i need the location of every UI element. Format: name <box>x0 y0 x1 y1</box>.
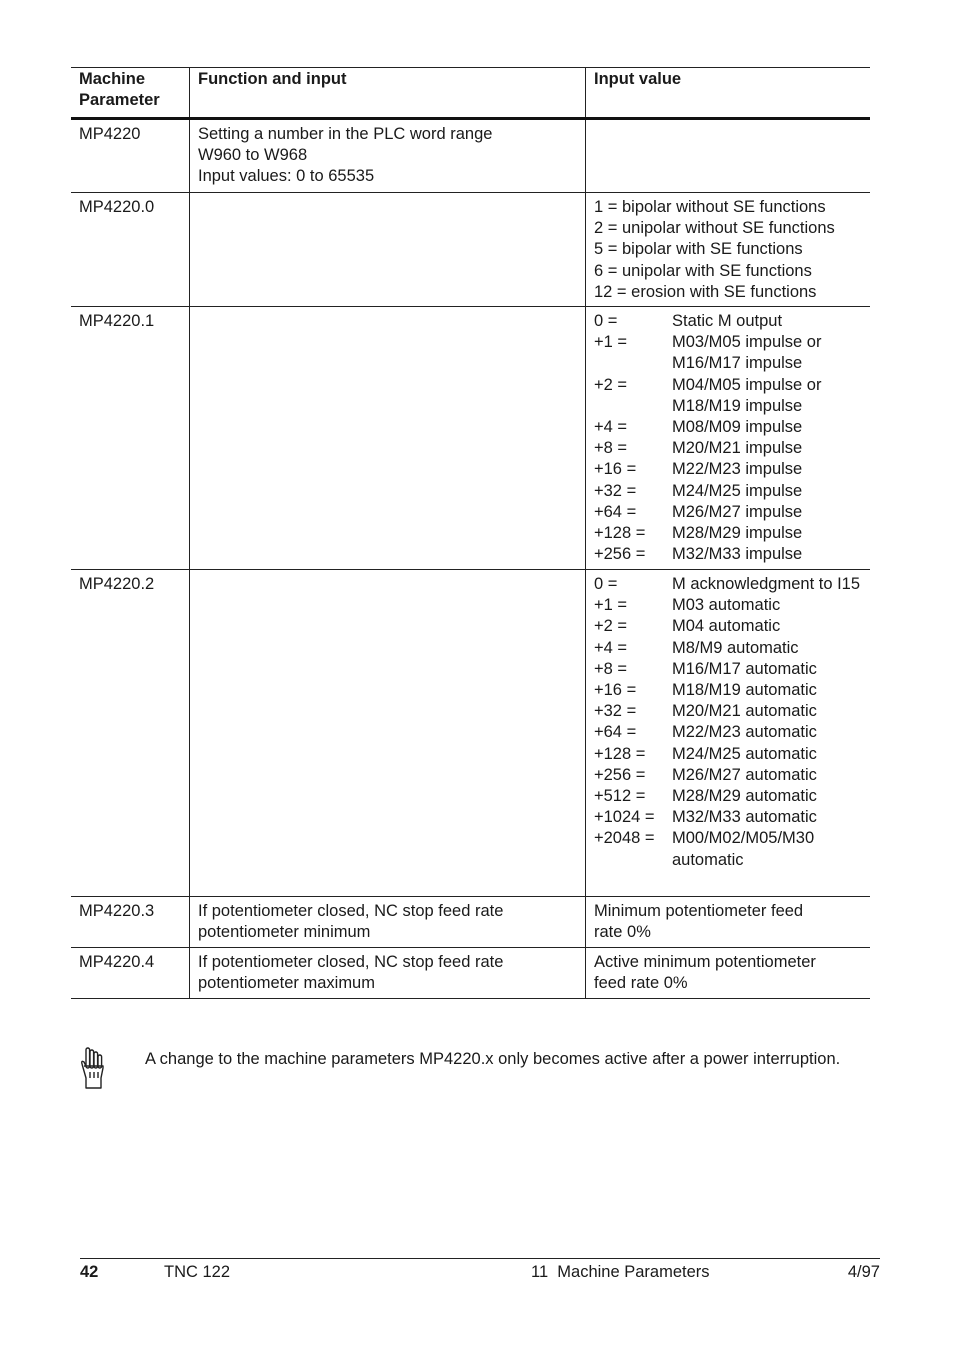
value-line: feed rate 0% <box>594 974 688 993</box>
value-code: +1 = <box>594 333 628 352</box>
value-pair <box>594 765 863 786</box>
function-line: potentiometer maximum <box>198 974 375 993</box>
value-desc: M26/M27 impulse <box>672 502 803 521</box>
value-desc: M00/M02/M05/M30 automatic <box>672 829 815 869</box>
value-desc: M18/M19 automatic <box>672 681 817 700</box>
value-pair <box>594 638 863 659</box>
value-pair <box>594 744 863 765</box>
value-pair <box>594 659 863 680</box>
header-machine-parameter <box>71 68 190 117</box>
value-desc: M04/M05 impulse or M18/M19 impulse <box>672 375 822 415</box>
hand-icon <box>79 1046 109 1090</box>
table-header-row <box>71 68 870 120</box>
value-line: 1 = bipolar without SE functions <box>594 198 826 216</box>
value-pair <box>594 616 863 637</box>
header-line: Parameter <box>79 91 160 110</box>
value-pair <box>594 680 863 701</box>
value-line: 2 = unipolar without SE functions <box>594 219 835 238</box>
function-line: W960 to W968 <box>198 146 308 165</box>
param-cell: MP4220 <box>71 120 190 192</box>
value-desc: M08/M09 impulse <box>672 418 803 437</box>
value-cell <box>586 307 870 569</box>
function-line: Input values: 0 to 65535 <box>198 167 375 186</box>
value-pair <box>594 311 863 332</box>
value-desc: M16/M17 automatic <box>672 659 817 678</box>
value-desc: M03 automatic <box>672 596 781 615</box>
value-pair <box>594 459 863 480</box>
value-pair <box>594 417 863 438</box>
function-cell <box>190 307 586 569</box>
value-desc: M acknowledgment to I15 <box>672 575 861 593</box>
value-code: +16 = <box>594 460 637 479</box>
table-row <box>71 897 870 948</box>
value-code: +128 = <box>594 524 646 543</box>
page-footer <box>80 1258 880 1289</box>
value-line: rate 0% <box>594 923 651 942</box>
value-pair <box>594 375 863 417</box>
value-code: +2048 = <box>594 829 655 848</box>
chapter-title: 11 Machine Parameters <box>531 1263 710 1281</box>
function-line: If potentiometer closed, NC stop feed rate <box>198 953 504 971</box>
value-desc: M24/M25 automatic <box>672 744 817 763</box>
value-pair <box>594 807 863 828</box>
value-desc: M8/M9 automatic <box>672 638 799 657</box>
value-code: +4 = <box>594 418 628 437</box>
value-code: +256 = <box>594 545 646 564</box>
value-desc: M32/M33 impulse <box>672 545 803 564</box>
function-line: potentiometer minimum <box>198 923 371 942</box>
value-code: +16 = <box>594 681 637 700</box>
parameter-table <box>71 67 870 999</box>
value-desc: M20/M21 automatic <box>672 702 817 721</box>
table-row <box>71 570 870 897</box>
value-cell <box>586 193 870 306</box>
value-code: 0 = <box>594 312 618 330</box>
value-desc: M24/M25 impulse <box>672 481 803 500</box>
value-desc: M26/M27 automatic <box>672 765 817 784</box>
param-cell: MP4220.3 <box>71 897 190 947</box>
value-pair <box>594 701 863 722</box>
value-cell <box>586 120 870 192</box>
value-pair <box>594 786 863 807</box>
value-code: +8 = <box>594 659 628 678</box>
function-cell <box>190 120 586 192</box>
value-pair <box>594 438 863 459</box>
value-code: +8 = <box>594 439 628 458</box>
value-code: +64 = <box>594 723 637 742</box>
note-text: A change to the machine parameters MP4220.x only becomes active after a power interruption. <box>145 1050 841 1068</box>
value-code: +32 = <box>594 702 637 721</box>
value-code: +128 = <box>594 744 646 763</box>
header-line: Machine <box>79 70 146 88</box>
value-pair <box>594 595 863 616</box>
function-cell <box>190 948 586 998</box>
value-desc: M32/M33 automatic <box>672 808 817 827</box>
function-cell <box>190 897 586 947</box>
value-code: +1 = <box>594 596 628 615</box>
value-pair <box>594 544 863 565</box>
manual-title: TNC 122 <box>164 1263 231 1281</box>
value-desc: M22/M23 automatic <box>672 723 817 742</box>
value-desc: M03/M05 impulse or M16/M17 impulse <box>672 333 822 373</box>
param-cell: MP4220.2 <box>71 570 190 896</box>
value-code: +512 = <box>594 787 646 806</box>
value-code: +32 = <box>594 481 637 500</box>
value-line: Minimum potentiometer feed <box>594 902 804 920</box>
value-pair <box>594 722 863 743</box>
param-cell: MP4220.0 <box>71 193 190 306</box>
table-row <box>71 120 870 193</box>
value-code: +2 = <box>594 617 628 636</box>
param-cell: MP4220.4 <box>71 948 190 998</box>
function-cell <box>190 193 586 306</box>
value-line: 5 = bipolar with SE functions <box>594 240 803 259</box>
function-line: If potentiometer closed, NC stop feed rate <box>198 902 504 920</box>
value-code: 0 = <box>594 575 618 593</box>
value-desc: M28/M29 automatic <box>672 787 817 806</box>
table-row <box>71 307 870 570</box>
value-code: +4 = <box>594 638 628 657</box>
value-pair <box>594 574 863 595</box>
edition-date: 4/97 <box>847 1263 880 1281</box>
header-function-and-input: Function and input <box>190 68 586 117</box>
function-cell <box>190 570 586 896</box>
table-row <box>71 948 870 999</box>
header-input-value: Input value <box>594 70 682 88</box>
value-cell <box>586 948 870 998</box>
value-desc: M04 automatic <box>672 617 781 636</box>
value-line: Active minimum potentiometer <box>594 953 816 971</box>
value-cell <box>586 570 870 896</box>
value-pair <box>594 332 863 374</box>
param-cell: MP4220.1 <box>71 307 190 569</box>
value-line: 12 = erosion with SE functions <box>594 282 817 301</box>
value-desc: Static M output <box>672 312 783 330</box>
value-line: 6 = unipolar with SE functions <box>594 261 812 280</box>
page-number: 42 <box>80 1263 99 1281</box>
value-desc: M20/M21 impulse <box>672 439 803 458</box>
value-pair <box>594 502 863 523</box>
value-pair <box>594 481 863 502</box>
value-code: +2 = <box>594 375 628 394</box>
value-code: +256 = <box>594 765 646 784</box>
value-code: +64 = <box>594 502 637 521</box>
value-pair <box>594 523 863 544</box>
value-desc: M22/M23 impulse <box>672 460 803 479</box>
function-line: Setting a number in the PLC word range <box>198 125 493 143</box>
value-pair <box>594 828 863 870</box>
table-row <box>71 193 870 307</box>
value-desc: M28/M29 impulse <box>672 524 803 543</box>
value-cell <box>586 897 870 947</box>
value-code: +1024 = <box>594 808 655 827</box>
